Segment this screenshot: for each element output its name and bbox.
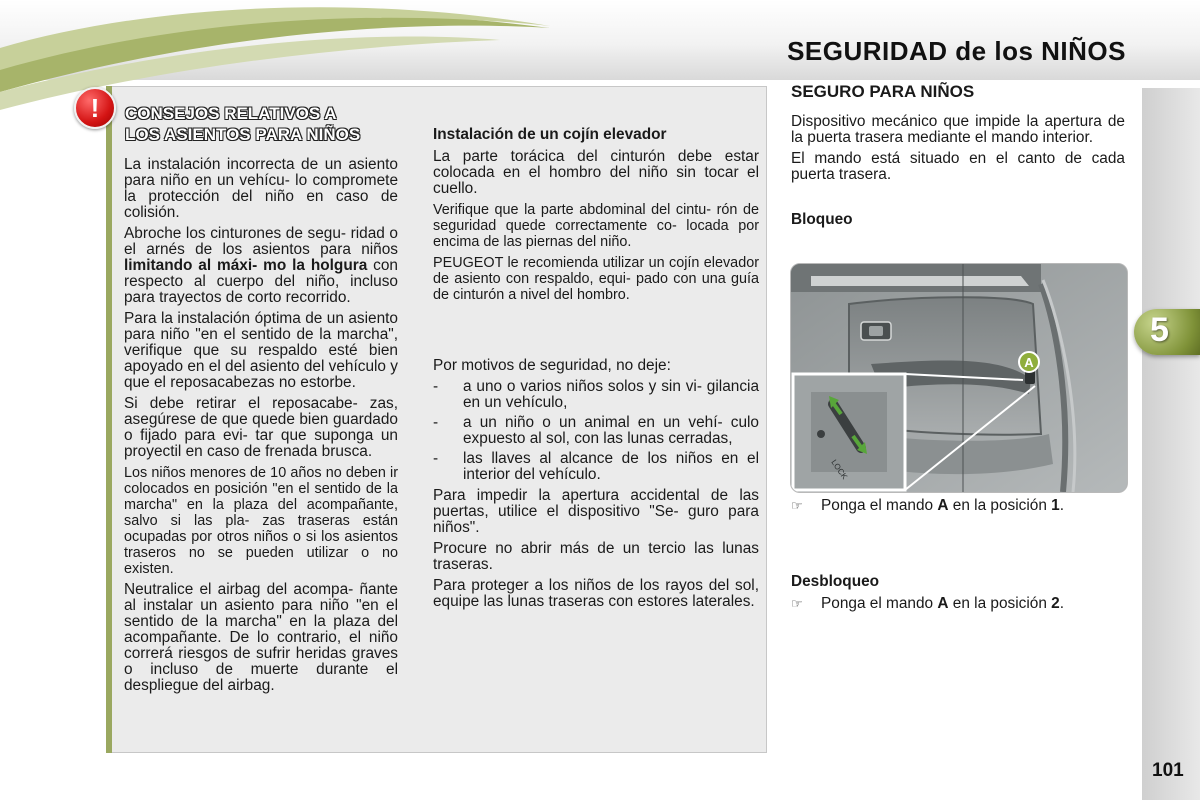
list-item: - a uno o varios niños solos y sin vi- gilancia en un vehículo, [433,378,759,411]
paragraph: PEUGEOT le recomienda utilizar un cojín elevador de asiento con respaldo, equi- pado con una guía de cinturón a nivel del hombro. [433,255,759,303]
paragraph: Para proteger a los niños de los rayos del sol, equipe las lunas traseras con estores laterales. [433,577,759,610]
paragraph: Para impedir la apertura accidental de las puertas, utilice el dispositivo "Se- guro para niños". [433,487,759,536]
pointing-hand-icon: ☞ [791,596,803,611]
warning-column-right [433,127,759,615]
paragraph: Los niños menores de 10 años no deben ir colocados en posición "en el sentido de la marcha" en la plaza del acompañante, salvo si las pla- zas traseras están ocupadas por otros niños o si los asientos traseros no se pueden utilizar o no existen. [124,465,398,577]
paragraph: Por motivos de seguridad, no deje: [433,357,671,374]
unlock-heading: Desbloqueo [791,573,880,590]
lock-heading: Bloqueo [791,211,853,228]
child-lock-heading: SEGURO PARA NIÑOS [791,82,975,101]
warning-panel-accent [106,86,112,753]
paragraph: Neutralice el airbag del acompa- ñante al instalar un asiento para niño "en el sentido de la marcha" en la plaza del acompañante. De lo contrario, el niño correrá riesgos de sufrir heridas graves o incluso de muerte durante el despliegue del airbag. [124,581,398,694]
paragraph: Verifique que la parte abdominal del cintu- rón de seguridad quede correctamente co- locada por encima de las piernas del niño. [433,202,759,250]
paragraph: Si debe retirar el reposacabe- zas, asegúrese de que quede bien guardado o fijado para evi- tar que suponga un proyectil en caso de frenada brusca. [124,395,398,460]
pointing-hand-icon: ☞ [791,498,803,513]
warning-column-left [124,157,398,699]
door-svg [791,264,1127,492]
page-title: SEGURIDAD de los NIÑOS [787,36,1126,66]
list-item: - las llaves al alcance de los niños en el interior del vehículo. [433,450,759,483]
door-child-lock-illustration [790,263,1128,493]
lock-step: ☞ Ponga el mando A en la posición 1. [791,497,1065,514]
paragraph: Procure no abrir más de un tercio las lunas traseras. [433,540,759,573]
list-item: - a un niño o un animal en un vehí- culo expuesto al sol, con las lunas cerradas, [433,414,759,447]
lock-label: LOCK [829,457,850,482]
booster-heading: Instalación de un cojín elevador [433,126,667,143]
paragraph: Abroche los cinturones de segu- ridad o el arnés de los asientos para niños limitando al máxi- mo la holgura con respecto al cuerpo del niño, incluso para trayectos de corto recorrido. [124,225,398,306]
paragraph: El mando está situado en el canto de cada puerta trasera. [791,150,1125,183]
exclamation-icon: ! [74,87,116,129]
chapter-number: 5 [1150,311,1169,349]
callout-label: A [1024,355,1034,370]
spacer [791,188,1125,212]
unlock-step: ☞ Ponga el mando A en la posición 2. [791,595,1065,612]
spacer [791,514,1125,574]
paragraph: Para la instalación óptima de un asiento para niño "en el sentido de la marcha", verifique que su respaldo esté bien apoyado en el del asiento del vehículo y que el reposacabezas no estorbe. [124,310,398,391]
margin-strip [1142,88,1200,800]
safety-list [433,379,759,483]
warning-title: CONSEJOS RELATIVOS A LOS ASIENTOS PARA NIÑOS [125,104,361,144]
page-number: 101 [1152,760,1184,781]
paragraph: Dispositivo mecánico que impide la apertura de la puerta trasera mediante el mando interior. [791,113,1125,146]
paragraph: La instalación incorrecta de un asiento para niño en un vehícu- lo compromete la protección del niño en caso de colisión. [124,156,398,221]
spacer [433,308,759,358]
paragraph: La parte torácica del cinturón debe estar colocada en el hombro del niño sin tocar el cuello. [433,148,759,197]
